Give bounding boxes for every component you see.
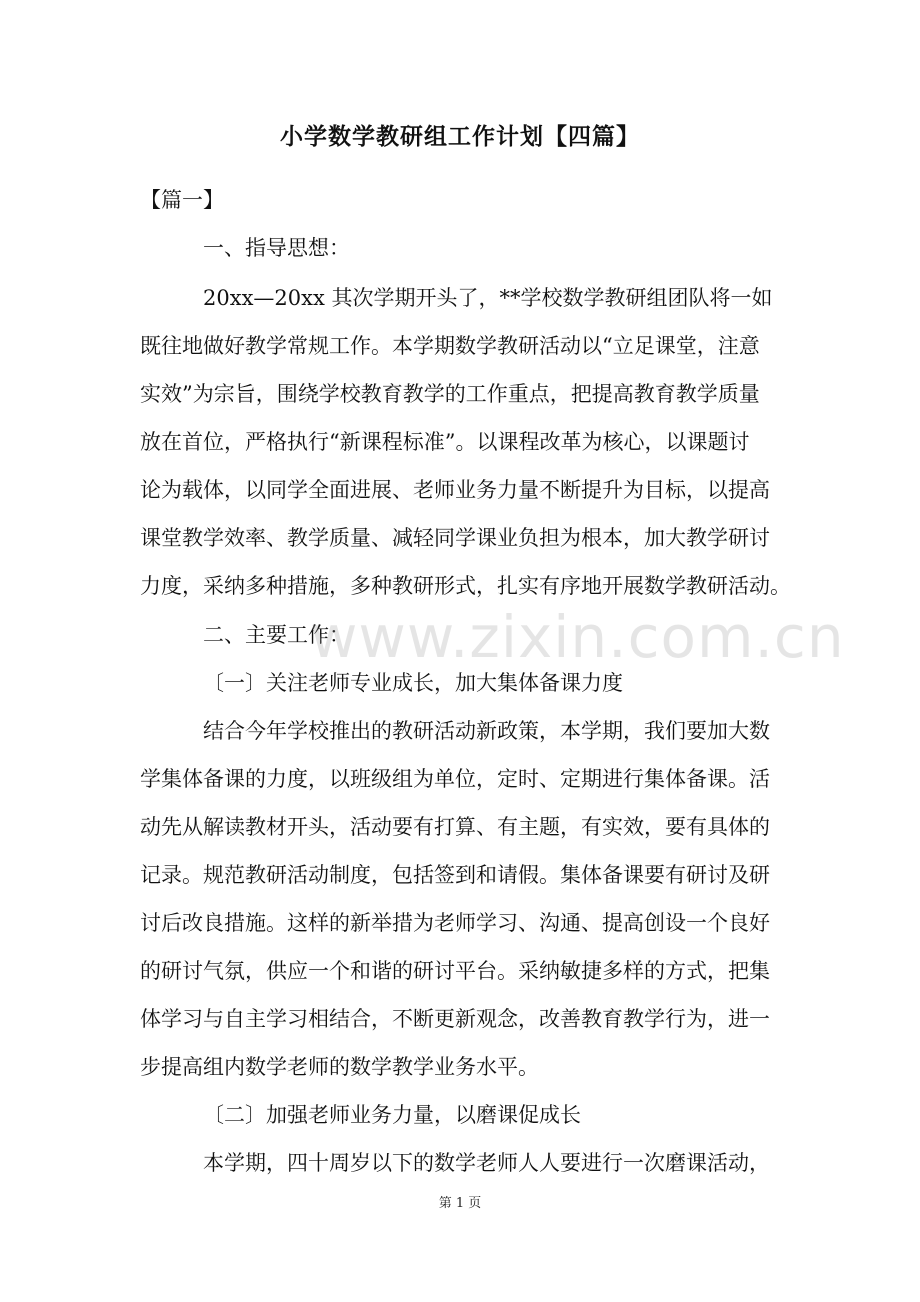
paragraph-line: 本学期，四十周岁以下的数学老师人人要进行一次磨课活动，	[203, 1151, 770, 1175]
paragraph-line: 学集体备课的力度，以班级组为单位，定时、定期进行集体备课。活	[140, 767, 770, 791]
page-number: 第 1 页	[438, 1196, 482, 1211]
paragraph-line: 结合今年学校推出的教研活动新政策，本学期，我们要加大数	[203, 719, 770, 743]
paragraph-line: 步提高组内数学老师的数学教学业务水平。	[140, 1055, 539, 1079]
document-title: 小学数学教研组工作计划【四篇】	[280, 123, 640, 150]
paragraph-line: 放在首位，严格执行“新课程标准”。以课程改革为核心，以课题讨	[140, 430, 750, 454]
paragraph-line: 力度，采纳多种措施，多种教研形式，扎实有序地开展数学教研活动。	[140, 574, 791, 598]
paragraph-line: 既往地做好教学常规工作。本学期数学教研活动以“立足课堂，注意	[140, 334, 760, 358]
watermark: www.zixin.com.cn	[310, 603, 845, 671]
paragraph-line: 记录。规范教研活动制度，包括签到和请假。集体备课要有研讨及研	[140, 863, 770, 887]
paragraph-line: 体学习与自主学习相结合，不断更新观念，改善教育教学行为，进一	[140, 1007, 770, 1031]
paragraph-line: 动先从解读教材开头，活动要有打算、有主题，有实效，要有具体的	[140, 815, 770, 839]
heading-main-work: 二、主要工作：	[203, 623, 350, 647]
paragraph-line: 20xx—20xx 其次学期开头了，**学校数学教研组团队将一如	[203, 286, 773, 310]
paragraph-line: 的研讨气氛，供应一个和谐的研讨平台。采纳敏捷多样的方式，把集	[140, 959, 770, 983]
section-label: 【篇一】	[140, 188, 224, 212]
paragraph-line: 课堂教学效率、教学质量、减轻同学课业负担为根本，加大教学研讨	[140, 526, 770, 550]
paragraph-line: 论为载体，以同学全面进展、老师业务力量不断提升为目标，以提高	[140, 478, 770, 502]
heading-guiding-ideology: 一、指导思想：	[203, 236, 350, 260]
paragraph-line: 讨后改良措施。这样的新举措为老师学习、沟通、提高创设一个良好	[140, 911, 770, 935]
paragraph-line: 实效”为宗旨，围绕学校教育教学的工作重点，把提高教育教学质量	[140, 382, 760, 406]
subheading-collective-preparation: 〔一〕关注老师专业成长，加大集体备课力度	[203, 671, 623, 695]
subheading-lesson-polishing: 〔二〕加强老师业务力量，以磨课促成长	[203, 1103, 581, 1127]
